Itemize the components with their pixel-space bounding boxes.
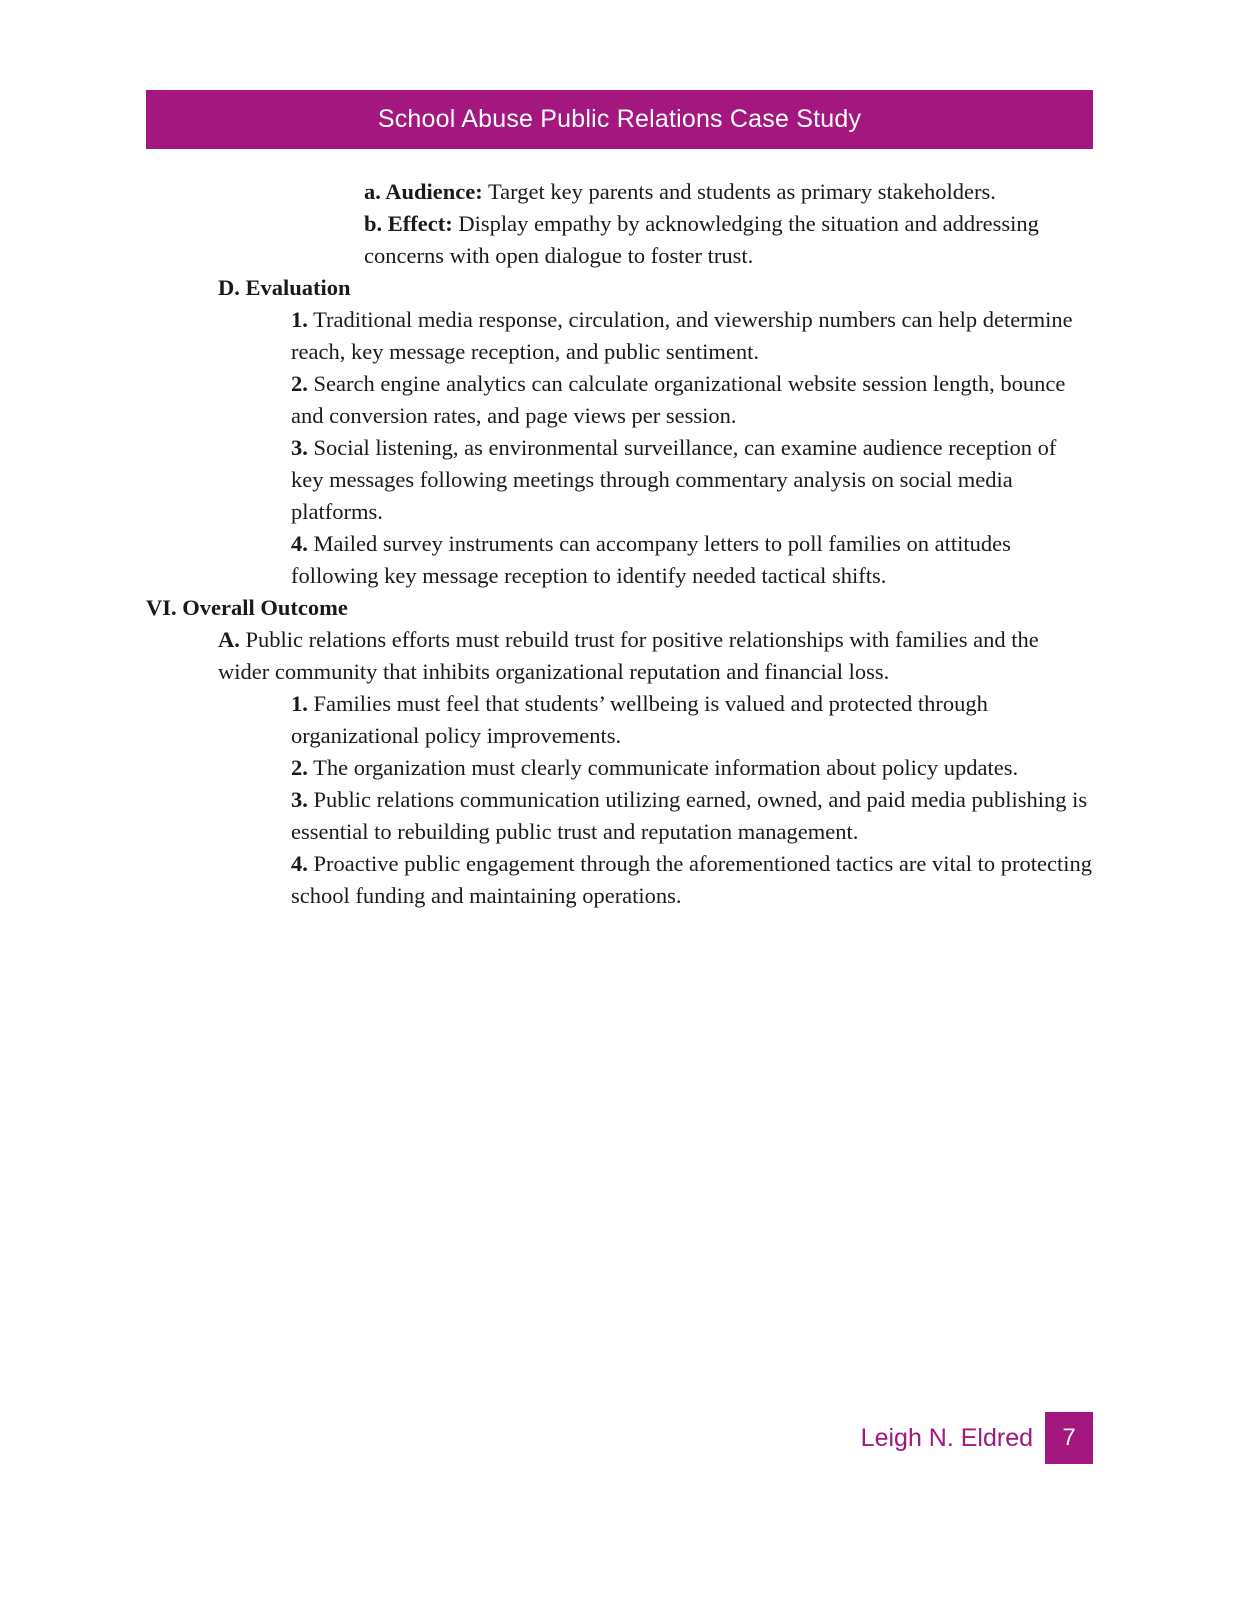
effect-label: b. Effect: — [364, 211, 453, 236]
evaluation-item-2 — [0, 368, 1093, 432]
header-banner — [146, 90, 1093, 149]
outcome-item-4 — [0, 848, 1093, 912]
evaluation-item-number: 2. — [291, 371, 308, 396]
outcome-item-2 — [0, 752, 1093, 784]
evaluation-item-text: Search engine analytics can calculate organizational website session length, bounce and conversion rates, and page views per session. — [291, 371, 1066, 428]
document-body — [0, 176, 1242, 912]
evaluation-item-text: Social listening, as environmental surveillance, can examine audience reception of key messages following meetings through commentary analysis on social media platforms. — [291, 435, 1057, 524]
audience-item — [0, 176, 1093, 208]
outcome-item-number: 2. — [291, 755, 308, 780]
evaluation-item-4 — [0, 528, 1093, 592]
evaluation-item-3 — [0, 432, 1093, 528]
outcome-heading: VI. Overall Outcome — [146, 595, 348, 620]
outcome-item-number: 1. — [291, 691, 308, 716]
outcome-a — [0, 624, 1093, 688]
effect-item — [0, 208, 1093, 272]
outcome-item-text: Public relations communication utilizing earned, owned, and paid media publishing is essential to rebuilding public trust and reputation management. — [291, 787, 1088, 844]
outcome-item-text: Families must feel that students’ wellbeing is valued and protected through organizational policy improvements. — [291, 691, 988, 748]
evaluation-item-text: Traditional media response, circulation, and viewership numbers can help determine reach, key message reception, and public sentiment. — [291, 307, 1073, 364]
evaluation-item-number: 4. — [291, 531, 308, 556]
evaluation-item-number: 1. — [291, 307, 308, 332]
author-name: Leigh N. Eldred — [860, 1423, 1033, 1452]
document-title: School Abuse Public Relations Case Study — [377, 105, 862, 133]
evaluation-item-text: Mailed survey instruments can accompany letters to poll families on attitudes following key message reception to identify needed tactical shifts. — [291, 531, 1011, 588]
outcome-item-1 — [0, 688, 1093, 752]
outcome-item-number: 4. — [291, 851, 308, 876]
outcome-item-3 — [0, 784, 1093, 848]
page-footer — [861, 1412, 1093, 1464]
outcome-item-text: The organization must clearly communicate information about policy updates. — [307, 755, 1019, 780]
effect-text: Display empathy by acknowledging the situation and addressing concerns with open dialogue to foster trust. — [364, 211, 1039, 268]
evaluation-item-number: 3. — [291, 435, 308, 460]
audience-text: Target key parents and students as primary stakeholders. — [482, 179, 996, 204]
outcome-a-text: Public relations efforts must rebuild trust for positive relationships with families and the wider community that inhibits organizational reputation and financial loss. — [218, 627, 1039, 684]
outcome-item-number: 3. — [291, 787, 308, 812]
outcome-item-text: Proactive public engagement through the aforementioned tactics are vital to protecting school funding and maintaining operations. — [291, 851, 1092, 908]
outcome-a-label: A. — [218, 627, 240, 652]
audience-label: a. Audience: — [364, 179, 483, 204]
evaluation-heading: D. Evaluation — [218, 275, 351, 300]
page-number: 7 — [1045, 1412, 1093, 1464]
evaluation-item-1 — [0, 304, 1093, 368]
